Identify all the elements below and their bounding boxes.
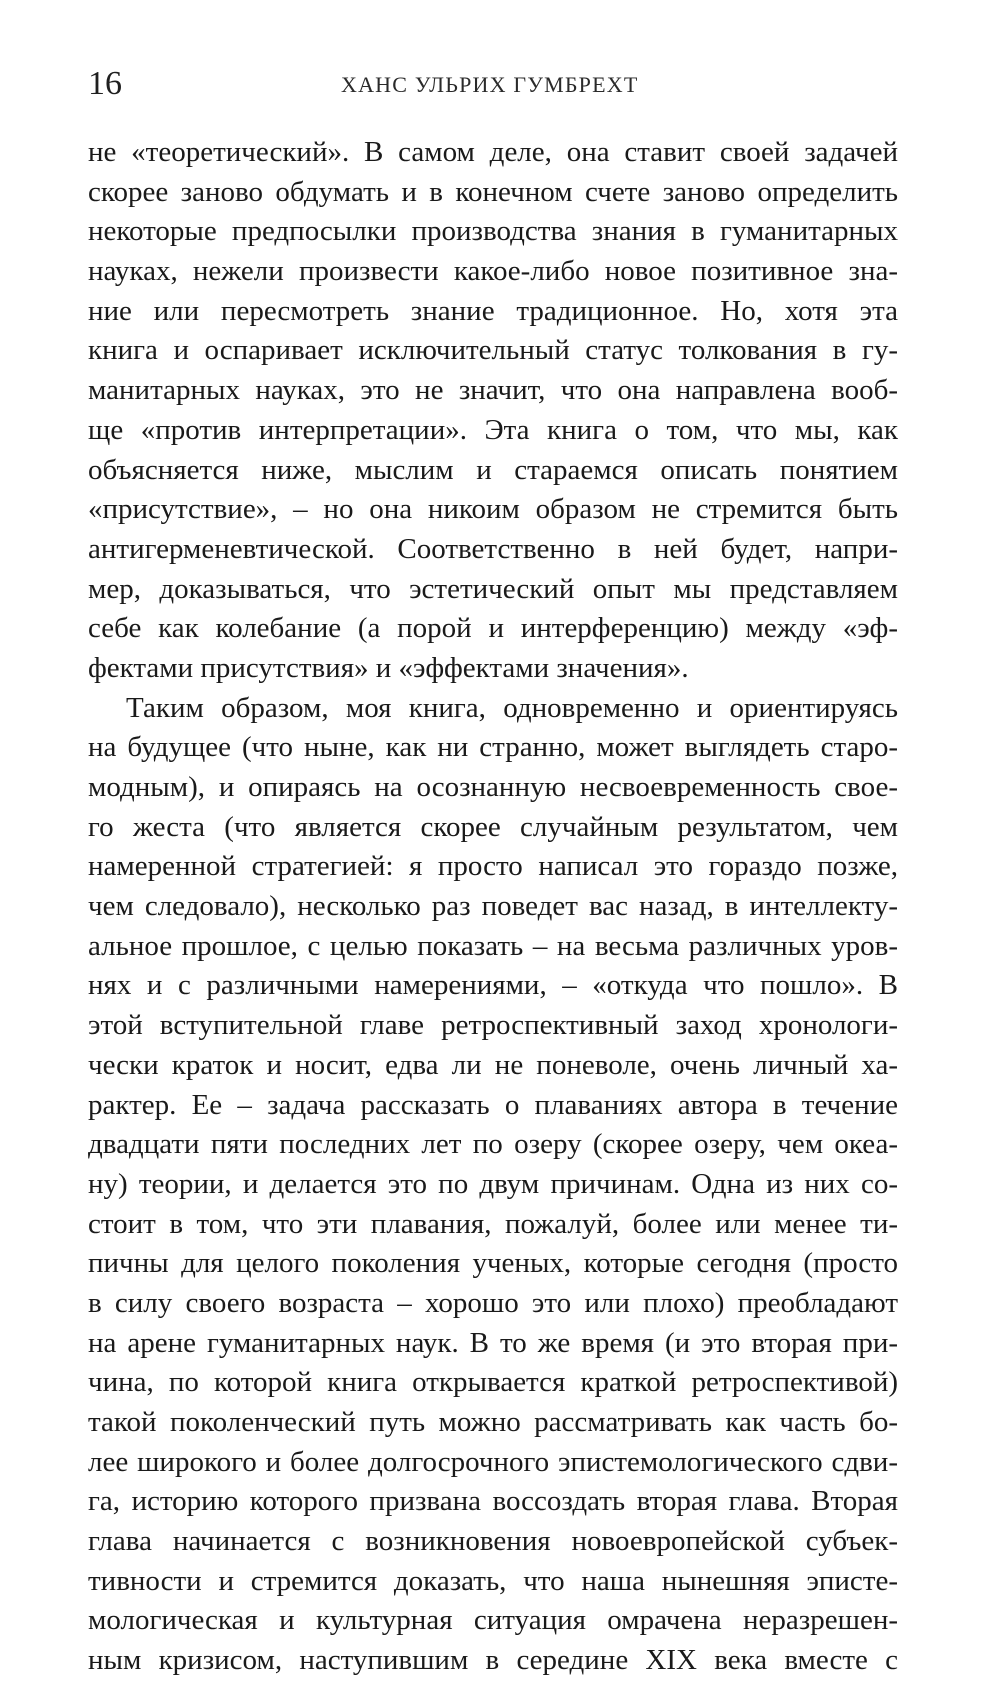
running-title: ХАНС УЛЬРИХ ГУМБРЕХТ [341,72,639,97]
paragraph-1 [88,133,898,689]
running-head [88,64,898,104]
text-line: объясняется ниже, мыслим и стараемся описать понятием [88,453,898,486]
text-line: чина, по которой книга открывается краткой ретроспективой) [88,1366,898,1399]
text-line: Таким образом, моя книга, одновременно и ориентируясь [126,691,898,724]
text-line: манитарных науках, это не значит, что она направлена вооб- [88,374,898,407]
text-line: науках, нежели произвести какое-либо новое позитивное зна- [88,255,898,288]
text-line: лее широкого и более долгосрочного эпистемологического сдви- [88,1445,898,1478]
text-line: не «теоретический». В самом деле, она ставит своей задачей [88,136,898,168]
text-line: нях и с различными намерениями, – «откуда что пошло». В [88,969,898,1002]
text-line: мер, доказываться, что эстетический опыт мы представляем [88,572,898,605]
text-line: модным), и опираясь на осознанную несвоевременность свое- [88,771,898,803]
text-line: тивности и стремится доказать, что наша нынешняя эписте- [88,1564,898,1597]
text-line: себе как колебание (а порой и интерференцию) между «эф- [88,612,898,645]
body-text [88,133,898,1681]
text-line: ние или пересмотреть знание традиционное. Но, хотя эта [88,294,898,327]
text-line: некоторые предпосылки производства знания в гуманитарных [88,215,898,248]
paragraph-2 [88,689,898,1681]
text-line: книга и оспаривает исключительный статус толкования в гу- [88,334,898,367]
text-line: чем следовало), несколько раз поведет вас назад, в интеллекту- [88,890,898,923]
text-line: антигерменевтической. Соответственно в ней будет, напри- [88,532,898,565]
text-line: чески краток и носит, едва ли не поневоле, очень личный ха- [88,1048,898,1081]
text-line: глава начинается с возникновения новоевропейской субъек- [88,1525,898,1558]
text-line: ще «против интерпретации». Эта книга о том, что мы, как [88,413,898,446]
text-line: га, историю которого призвана воссоздать вторая глава. Вторая [88,1485,898,1518]
text-line: такой поколенческий путь можно рассматривать как часть бо- [88,1406,898,1438]
text-line: скорее заново обдумать и в конечном счете заново определить [88,175,898,208]
text-line: намеренной стратегией: я просто написал это гораздо позже, [88,850,898,883]
text-line: в силу своего возраста – хорошо это или плохо) преобладают [88,1286,898,1319]
text-line: рактер. Ее – задача рассказать о плаваниях автора в течение [88,1088,898,1121]
text-line: двадцати пяти последних лет по озеру (скорее озеру, чем океа- [88,1128,898,1161]
text-line: го жеста (что является скорее случайным результатом, чем [88,810,898,843]
text-line: на будущее (что ныне, как ни странно, может выглядеть старо- [88,731,898,764]
text-line: мологическая и культурная ситуация омрачена неразрешен- [88,1604,898,1637]
text-line: пичны для целого поколения ученых, которые сегодня (просто [88,1247,898,1280]
page-number: 16 [88,65,122,102]
text-line: стоит в том, что эти плавания, пожалуй, более или менее ти- [88,1207,898,1240]
text-line: ным кризисом, наступившим в середине XIX века вместе с [88,1644,898,1677]
text-line: «присутствие», – но она никоим образом не стремится быть [88,493,898,526]
text-line: этой вступительной главе ретроспективный заход хронологи- [88,1009,898,1042]
text-line: на арене гуманитарных наук. В то же время (и это вторая при- [88,1326,898,1359]
text-line: альное прошлое, с целью показать – на весьма различных уров- [88,929,898,962]
text-line: фектами присутствия» и «эффектами значения». [88,651,689,684]
text-line: ну) теории, и делается это по двум причинам. Одна из них со- [88,1167,898,1200]
